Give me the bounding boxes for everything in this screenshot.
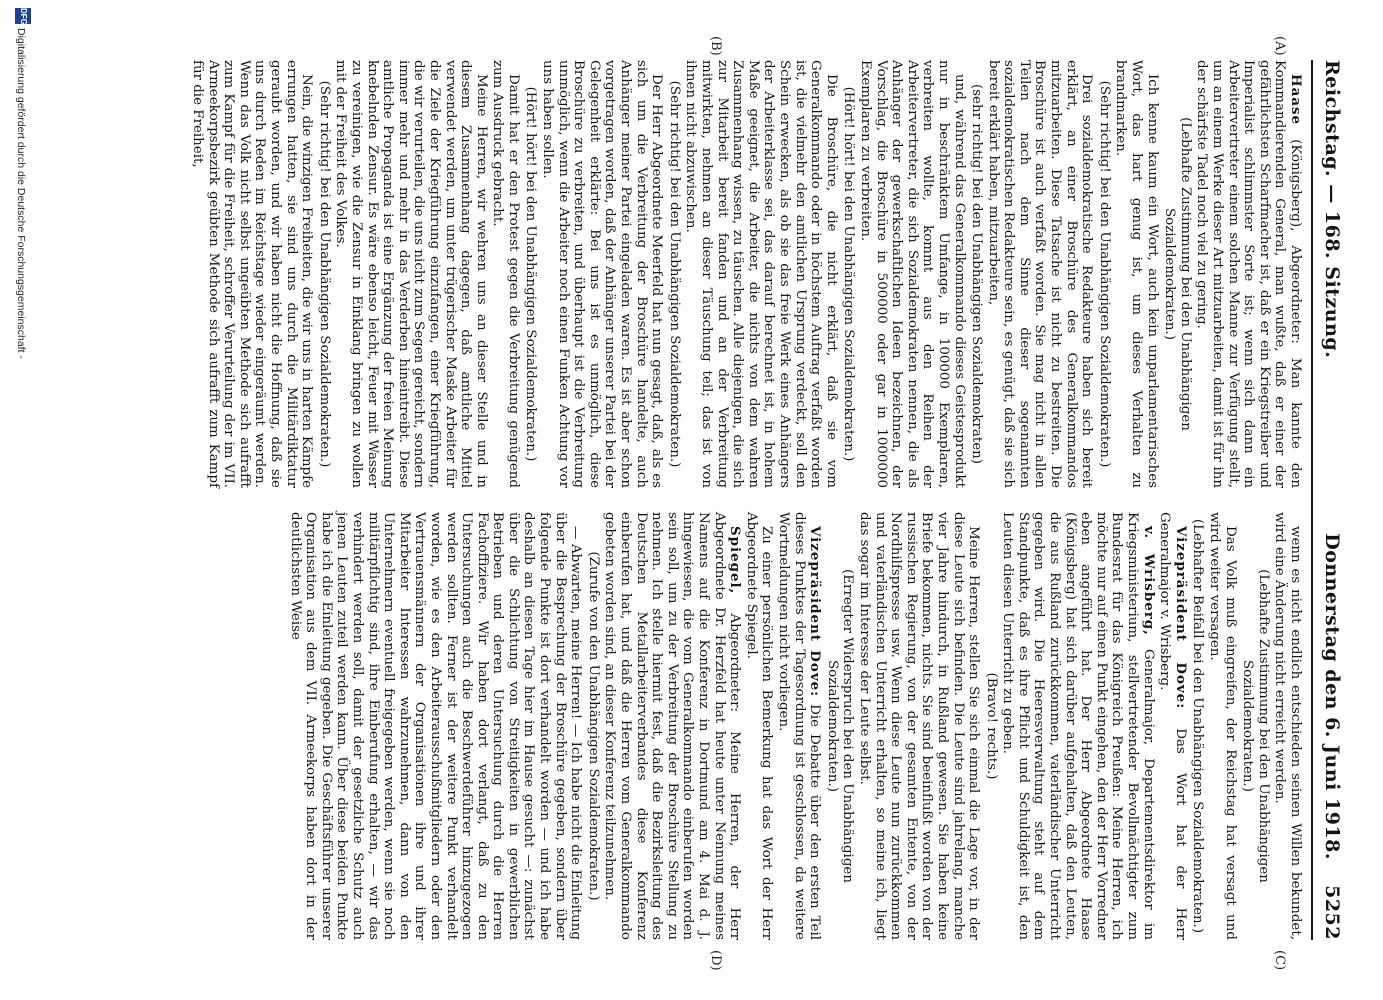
paragraph-text: Die Debatte über den ersten Teil dieses Punktes der Tagesordnung ist geschlossen, da weitere Wortmeldungen nicht vorliegen.: [776, 512, 823, 941]
paragraph-text: Drei sozialdemokratische Redakteure haben sich bereit erklärt, an einer Broschüre des Generalkommandos mitzuarbeiten. Diese Tatsache ist nicht zu bestreiten. Die Broschüre ist auch verfaßt worden. Sie mag nicht in allen Teilen nach dem Sinne dieser sogenannten sozialdemokratischen Redakteure sein, es genügt, daß sie sich bereit erklärt haben, mitzuarbeiten,: [985, 60, 1095, 488]
paragraph-text: wenn es nicht endlich entschieden seinen Willen bekundet, wird eine Änderung nicht erreicht werden.: [1272, 512, 1303, 940]
text-paragraph: [857, 60, 966, 488]
paragraph-text: Meine Herren, wir wehren uns an dieser Stelle und in diesem Zusammenhang dagegen, daß amtliche Mittel verwendet werden, um unter trügerischer Maske Arbeiter für die Ziele der Kriegführung einzufangen, einer Kriegführung, die wir verurteilen, die uns nicht zum Segen gereicht, sondern immer mehr und mehr in das Verderben hineintreibt. Diese amtliche Propaganda ist eine Ergänzung der freien Meinung knebelnden Zensur. Es wäre ebenso leicht, Feuer mit Wasser zu vereinigen, wie die Zensur in Einklang bringen zu wollen mit der Freiheit des Volkes.: [333, 60, 489, 488]
paragraph-text: — Abwarten, meine Herren! — Ich habe nicht die Einleitung über die Besprechung der Broschüre gegeben, sondern über folgende Punkte ist dort verhandelt worden — und ich habe deshalb an diesen Tage hier im Hause gesucht —: zunächst über die Schlichtung von Streitigkeiten in gewerblichen Betrieben und deren Untersuchung durch die Herren Fachoffiziere. Wir haben dort verlangt, daß zu den Untersuchungen auch die Beschwerdeführer hinzugezogen werden sollten. Ferner ist der weitere Punkt verhandelt worden, wie es den Arbeiterausschußmitgliedern oder den Vertrauensmännern der Organisationen ihre und ihrer Mitarbeiter Interessen wahrzunehmen, dann von den Unternehmern eventuell freigegeben werden, wenn sie noch militärpflichtig sind, ihre Einberufung erhalten, — wir das verhindert werden soll, damit der gesetzliche Schutz auch jenen Leuten zuteil werden kann. Über diese beiden Punkte habe ich die Einleitung gegeben. Die Geschäftsführer unserer Organisation aus dem VII. Armeekorps haben dort in der deutlichsten Weise: [287, 512, 584, 940]
left-text-column: [188, 60, 1303, 488]
dfg-logo: DFG: [15, 8, 31, 24]
paragraph-text: Nein, die winzigen Freiheiten, die wir uns in harten Kämpfe errungen hatten, sie sind uns durch die Militärdiktatur geraubt worden, und wir haben nicht die Hoffnung, daß sie uns durch Reden im Reichstage wieder eingeräumt werden. Wenn das Volk nicht selbst ungeübten Methode sich aufrafft zum Kampf für die Freiheit, schroffer Verurteilung der im VII. Armeekorpsbezirk geübten Methode sich aufrafft zum Kampf für die Freiheit,: [190, 60, 315, 488]
margin-letter-a: (A): [1272, 36, 1287, 56]
right-text-column: [286, 512, 1303, 940]
text-paragraph: [856, 512, 981, 940]
header-left-title: Reichstag. — 168. Sitzung.: [1321, 60, 1343, 359]
text-paragraph: [683, 60, 839, 488]
paragraph-text: und, während das Generalkommando dieses Geistesprodukt nur in beschränktem Umfange, in 100000 Exemplaren, verbreiten wollte, kommt aus den Reihen der Arbeitervertreter, die sich Sozialdemokraten nennen, die als Anhänger der gewerkschaftlichen Ideen bezeichnen, der Vorschlag, die Broschüre in 500000 oder gar in 1000000 Exemplaren zu verbreiten.: [857, 60, 967, 488]
text-paragraph: [985, 60, 1094, 488]
text-paragraph: [1113, 60, 1160, 488]
interjection: (Lebhafte Zustimmung bei den Unabhängigen Sozialdemokraten.): [1240, 569, 1271, 883]
paragraph-text: Das Wort hat der Herr Generalmajor v. Wrisberg.: [1157, 512, 1188, 940]
text-paragraph: [333, 60, 489, 488]
text-paragraph: [602, 512, 742, 940]
paragraph-text: Generalmajor, Departementsdirektor im Kriegsministerium, stellvertretender Bevollmächtigter zum Bundesrat für das Königreich Preußen: Meine Herren, ich möchte nur auf einen Punkt eingehen, den der Herr Vorredner eben angeführt hat. Der Herr Abgeordnete Haase (Königsberg) hat sich darüber aufgehalten, daß den Leuten, die aus Rußland zurückkommen, vaterländischer Unterricht gegeben wird. Die Heeresverwaltung steht auf dem Standpunkte, daß es ihre Pflicht und Schuldigkeit ist, den Leuten diesen Unterricht zu geben.: [1000, 512, 1156, 940]
speaker-name: v. Wrisberg,: [1140, 526, 1157, 636]
page-number: 5252: [1321, 885, 1343, 940]
paragraph-text: Zu einer persönlichen Bemerkung hat das Wort der Herr Abgeordnete Spiegel.: [743, 512, 775, 940]
text-paragraph: [287, 512, 583, 940]
header-right-title: [1321, 533, 1343, 940]
footer-credit: Digitalisierung gefördert durch die Deutsche Forschungsgemeinschaft -: [15, 28, 27, 359]
interjection: (Lebhafter Beifall bei den Unabhängigen Sozialdemokraten.): [1190, 518, 1206, 934]
paragraph-text: Meine Herren, stellen Sie sich einmal die Lage vor, in der diese Leute sich befinden. Die Leute sind jahrelang, manche vier Jahre hindurch, in Rußland gewesen. Sie haben keine Briefe bekommen, nichts. Sie sind beeinflußt worden von der russischen Regierung, von der gesamten Entente, von der Nordhilfspresse usw. Wenn diese Leute nun zurückkommen und vaterländischen Unterricht erhalten, so meine ich, liegt das sogar im Interesse der Leute selbst.: [856, 512, 982, 940]
header-date: Donnerstag den 6. Juni 1918.: [1321, 533, 1343, 860]
margin-letter-c: (C): [1272, 950, 1287, 971]
paragraph-text: Damit hat er den Protest gegen die Verbreitung genügend zum Ausdruck gebracht.: [490, 60, 521, 488]
paragraph-text: Abgeordneter: Meine Herren, der Herr Abgeordnete Dr. Herzfeld hat heute unter Nennung meines Namens auf die Konferenz in Dortmund am 4. Mai d. J. hingewiesen, die vom Generalkommando einberufen worden sein soll, um zu der Verbreitung der Broschüre Stellung zu nehmen. Ich stelle hiermit fest, daß die Bezirksleitung des Deutschen Metallarbeiterverbandes diese Konferenz einberufen hat, und daß die Herren vom Generalkommando gebeten worden sind, an dieser Konferenz teilzunehmen.: [602, 512, 743, 941]
paragraph-text: (Königsberg), Abgeordneter: Man kannte den Kommandierenden General, man wußte, daß er einer der gefährlichsten Scharfmacher ist, daß er ein Kriegstreiber und Imperialist schlimmster Sorte ist; wenn sich dann ein Arbeitervertreter einem solchen Manne zur Verfügung stellt, um an einem Werke dieser Art mitzuarbeiten, damit ist für ihn der schärfste Tadel noch viel zu gering.: [1194, 60, 1303, 488]
interjection: (Zurufe von den Unabhängigen Sozialdemokraten.): [585, 551, 601, 901]
text-paragraph: [743, 512, 774, 940]
speaker-name: Spiegel,: [727, 526, 744, 595]
text-paragraph: [540, 60, 665, 488]
paragraph-text: Die Broschüre, die nicht erklärt, daß sie vom Generalkommando oder in höchstem Auftrag verfaßt worden ist, die vielmehr den amtlichen Ursprung verdeckt, soll den Schein erwecken, als ob sie das freie Werk eines Anhängers der Arbeiterklasse sei, das darauf berechnet ist, in hohem Maße geeignet, die Arbeiter, die nichts von dem wahren Zusammenhang wissen, zu täuschen. Alle diejenigen, die sich zur Mitarbeit bereit fanden und an der Verbreitung mitwirkten, nehmen an dieser Täuschung teil; das ist von ihnen nicht abzuwischen.: [683, 60, 839, 488]
text-paragraph: [1157, 512, 1188, 940]
text-paragraph: [490, 60, 521, 488]
speaker-name: Vizepräsident Dove:: [807, 526, 824, 698]
text-paragraph: [1272, 512, 1303, 940]
paragraph-text: Das Volk muß eingreifen, der Reichstag hat versagt und wird weiter versagen.: [1207, 512, 1238, 940]
interjection: (Hört! hört! bei den Unabhängigen Sozialdemokraten.): [841, 86, 857, 462]
interjection: (Erregter Widerspruch bei den Unabhängigen Sozialdemokraten.): [824, 569, 856, 883]
speaker-name: Vizepräsident Dove:: [1172, 526, 1189, 710]
text-paragraph: [775, 512, 822, 940]
paragraph-text: Ich kenne kaum ein Wort, auch kein unparlamentarisches Wort, das hart genug ist, um dieses Verhalten zu brandmarken.: [1113, 60, 1160, 488]
interjection: (Hört! hört! bei den Unabhängigen Sozialdemokraten.): [523, 86, 539, 462]
interjection: (Sehr richtig! bei den Unabhängigen Sozialdemokraten.): [666, 80, 682, 468]
interjection: (Bravo! rechts.): [983, 672, 999, 780]
interjection: (sehr richtig! bei den Unabhängigen Sozialdemokraten): [969, 83, 985, 465]
digitization-footer: [0, 0, 43, 1000]
margin-letter-b: (B): [708, 36, 723, 56]
text-paragraph: [1000, 512, 1156, 940]
margin-letter-d: (D): [708, 950, 723, 971]
text-paragraph: [1206, 512, 1237, 940]
interjection: (Sehr richtig! bei den Unabhängigen Sozialdemokraten.): [1096, 80, 1112, 468]
interjection: (Sehr richtig! bei den Unabhängigen Sozialdemokraten.): [316, 80, 332, 468]
paragraph-text: Der Herr Abgeordnete Meerfeld hat nun gesagt, daß, als es sich um die Verbreitung der Broschüre handelte, auch Anhänger meiner Partei eingeladen waren. Es ist aber schon vorgetragen worden, daß der Anhänger unserer Partei bei der Gelegenheit erklärte: Bei uns ist es unmöglich, diese Broschüre zu verbreiten, und überhaupt ist die Verbreitung unmöglich, wenn die Arbeiter noch einen Funken Achtung vor uns haben sollen.: [540, 60, 665, 488]
scanned-page: [43, 0, 1383, 1000]
interjection: (Lebhafte Zustimmung bei den Unabhängigen Sozialdemokraten.): [1162, 117, 1193, 431]
page-header: [1311, 60, 1347, 940]
text-paragraph: [189, 60, 314, 488]
speaker-name: Haase: [1288, 74, 1304, 126]
text-paragraph: [1194, 60, 1303, 488]
